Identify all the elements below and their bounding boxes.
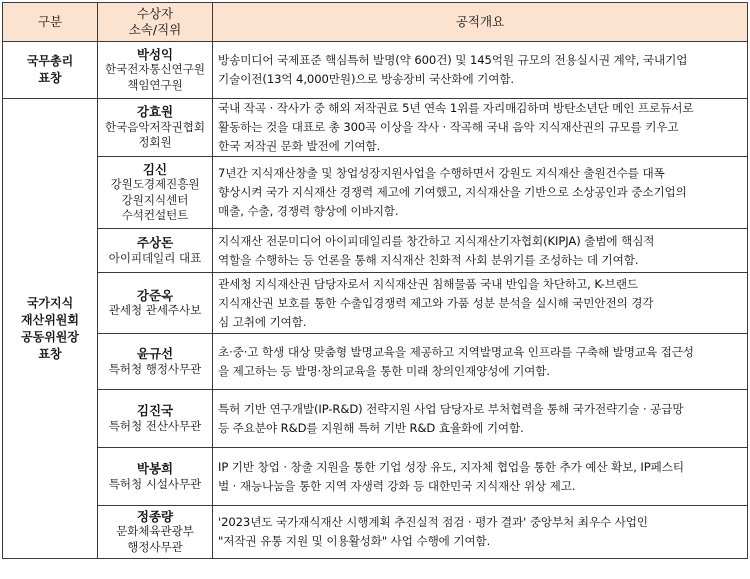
summary-line: 활동하는 것을 대표로 총 300곡 이상을 작사 · 작곡해 국내 음악 지식재산권의 규모를 키우고: [218, 120, 679, 134]
awardee-affiliation: 특허청 행정사무관: [108, 361, 202, 376]
awardee-cell: [98, 42, 213, 99]
awardee-affiliation: 책임연구원: [127, 77, 183, 92]
achievement-summary: [213, 157, 748, 229]
summary-line: 역할을 수행하는 등 언론을 통해 지식재산 친화적 사회 분위기를 조성하는 데 기여함.: [218, 252, 639, 267]
header-awardee: [98, 3, 213, 42]
table-row: [3, 229, 748, 273]
summary-line: 7년간 지식재산창출 및 창업성장지원사업을 수행하면서 강원도 지식재산 출원건수를 대폭: [218, 166, 665, 180]
summary-line: '2023년도 국가재식재산 시행계획 추진실적 점검 · 평가 결과' 중앙부처 최우수 사업인: [218, 515, 648, 529]
awardee-affiliation: 정회원: [138, 135, 172, 150]
award-category-line: 재산위원회: [21, 312, 79, 327]
table-row: [3, 273, 748, 334]
header-awardee-title: 수상자: [136, 6, 174, 21]
awardee-affiliation: 특허청 시설사무관: [108, 476, 202, 491]
awardee-name: 강효원: [136, 104, 174, 120]
award-category-line: 표창: [38, 346, 62, 361]
awardee-name: 주상돈: [136, 235, 174, 250]
awardee-affiliation: 한국음악저작권협회: [105, 119, 205, 134]
summary-line: 심 고취에 기여함.: [218, 314, 307, 329]
header-row: [3, 3, 748, 42]
summary-line: 한국 저작권 문화 발전에 기여함.: [218, 139, 381, 153]
awardee-cell: [98, 157, 213, 229]
achievement-summary: [213, 42, 748, 99]
summary-line: 기술이전(13억 4,000만원)으로 방송장비 국산화에 기여함.: [218, 72, 515, 86]
table-row: [3, 506, 748, 559]
award-table: [2, 2, 748, 559]
header-awardee-sub: 소속/직위: [128, 22, 182, 37]
awardee-affiliation: 강원지식센터: [121, 192, 189, 207]
header-summary: 공적개요: [213, 3, 748, 42]
award-category: [3, 99, 98, 559]
awardee-cell: [98, 390, 213, 448]
awardee-affiliation: 행정사무관: [127, 539, 183, 554]
achievement-summary: [213, 448, 748, 506]
table-row: [3, 42, 748, 99]
summary-line: 관세청 지식재산권 담당자로서 지식재산권 침해물품 국내 반입을 차단하고, K-브랜드: [218, 276, 639, 291]
awardee-affiliation: 수석컨설턴트: [121, 208, 189, 222]
achievement-summary: [213, 99, 748, 157]
summary-line: 벌 · 재능나눔을 통한 지역 자생력 강화 등 대한민국 지식재산 위상 제고.: [218, 478, 576, 493]
summary-line: 방송미디어 국제표준 핵심특허 발명(약 600건) 및 145억원 규모의 전용실시권 계약, 국내기업: [218, 53, 688, 67]
awardee-affiliation: 관세청 관세주사보: [108, 303, 202, 317]
summary-line: IP 기반 창업 · 창출 지원을 통한 기업 성장 유도, 지자체 협업을 통한 추가 예산 확보, IP페스티: [218, 459, 684, 474]
award-category: [3, 42, 98, 99]
summary-line: 지식재산 전문미디어 아이피데일리를 창간하고 지식재산기자협회(KIPJA) 출범에 핵심적: [218, 233, 655, 248]
summary-line: 지식재산권 보호를 통한 수출입경쟁력 제고와 가품 성분 분석을 실시해 국민안전의 경각: [218, 295, 654, 310]
awardee-name: 박성익: [136, 46, 174, 62]
summary-line: 향상시켜 국가 지식재산 경쟁력 제고에 기여했고, 지식재산을 기반으로 소상공인과 중소기업의: [218, 185, 687, 199]
awardee-cell: [98, 273, 213, 334]
table-row: [3, 390, 748, 448]
awardee-cell: [98, 99, 213, 157]
table-row: [3, 334, 748, 390]
summary-line: 매출, 수출, 경쟁력 향상에 이바지함.: [218, 204, 399, 218]
summary-line: 특허 기반 연구개발(IP-R&D) 전략지원 사업 담당자로 부처협력을 통해 국가전략기술 · 공급망: [218, 401, 684, 416]
table-row: [3, 99, 748, 157]
summary-line: 을 제고하는 등 발명·창의교육을 통한 미래 창의인재양성에 기여함.: [218, 363, 550, 378]
awardee-cell: [98, 448, 213, 506]
award-category-line: 공동위원장: [21, 329, 79, 344]
achievement-summary: [213, 390, 748, 448]
summary-line: 등 주요분야 R&D를 지원해 특허 기반 R&D 효율화에 기여함.: [218, 420, 524, 435]
achievement-summary: [213, 334, 748, 390]
achievement-summary: [213, 506, 748, 559]
awardee-name: 강준옥: [136, 287, 174, 303]
awardee-affiliation: 강원도경제진흥원: [110, 177, 200, 191]
awardee-affiliation: 한국전자통신연구원: [105, 62, 205, 77]
award-category-line: 표창: [38, 71, 62, 85]
header-category: 구분: [3, 3, 98, 42]
achievement-summary: [213, 273, 748, 334]
award-category-line: 국가지식: [26, 295, 74, 310]
table-row: [3, 448, 748, 506]
table-row: [3, 157, 748, 229]
summary-line: "저작권 유통 지원 및 이용활성화" 사업 수행에 기여함.: [218, 534, 491, 548]
awardee-name: 박봉희: [136, 461, 174, 476]
awardee-cell: [98, 506, 213, 559]
awardee-cell: [98, 229, 213, 273]
awardee-name: 윤규선: [136, 346, 174, 361]
table-body: [3, 42, 748, 559]
awardee-name: 김진국: [136, 403, 174, 418]
awardee-affiliation: 문화체육관광부: [116, 524, 194, 539]
awardee-affiliation: 특허청 전산사무관: [108, 418, 202, 433]
achievement-summary: [213, 229, 748, 273]
award-category-line: 국무총리: [26, 54, 74, 68]
awardee-cell: [98, 334, 213, 390]
awardee-name: 정종량: [136, 508, 174, 524]
awardee-name: 김신: [142, 161, 168, 177]
summary-line: 초·중·고 학생 대상 맞춤형 발명교육을 제공하고 지역발명교육 인프라를 구축해 발명교육 접근성: [218, 344, 694, 359]
awardee-affiliation: 아이피데일리 대표: [108, 250, 202, 265]
summary-line: 국내 작곡 · 작사가 중 해외 저작권료 5년 연속 1위를 자리매김하며 방탄소년단 메인 프로듀서로: [218, 101, 694, 115]
